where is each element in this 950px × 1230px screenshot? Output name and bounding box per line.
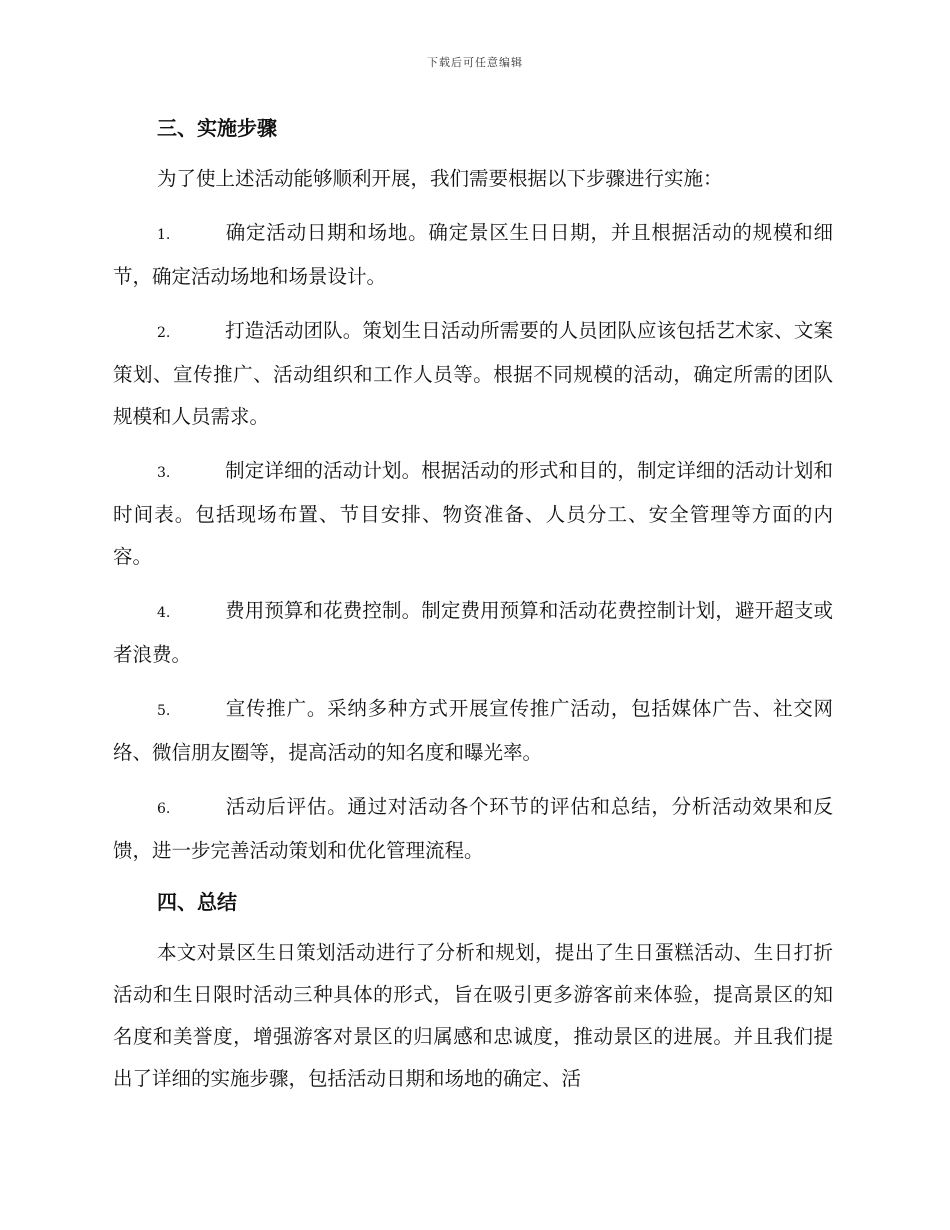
list-item-number: 3. [157,465,171,481]
page-header-note: 下载后可任意编辑 [427,56,523,69]
list-item [113,212,833,298]
list-item-number: 6. [157,801,171,817]
list-item-text: 活动后评估。通过对活动各个环节的评估和总结，分析活动效果和反馈，进一步完善活动策划和优化管理流程。 [113,795,833,862]
section-heading-implementation: 三、实施步骤 [157,116,277,140]
list-item [113,590,833,676]
list-item-number: 2. [157,325,171,341]
list-item [113,310,833,438]
list-item-number: 5. [157,703,171,719]
list-item-number: 1. [157,227,171,243]
document-body [113,110,833,1112]
section-heading-summary: 四、总结 [157,890,237,914]
list-item-text: 打造活动团队。策划生日活动所需要的人员团队应该包括艺术家、文案策划、宣传推广、活动组织和工作人员等。根据不同规模的活动，确定所需的团队规模和人员需求。 [113,319,833,428]
list-item [113,688,833,774]
section-intro-paragraph: 为了使上述活动能够顺利开展，我们需要根据以下步骤进行实施： [157,167,723,190]
list-item-text: 确定活动日期和场地。确定景区生日日期，并且根据活动的规模和细节，确定活动场地和场景设计。 [113,221,833,288]
list-item-text: 费用预算和花费控制。制定费用预算和活动花费控制计划，避开超支或者浪费。 [113,599,833,666]
list-item [113,786,833,872]
list-item-text: 制定详细的活动计划。根据活动的形式和目的，制定详细的活动计划和时间表。包括现场布置、节目安排、物资准备、人员分工、安全管理等方面的内容。 [113,459,833,568]
list-item-text: 宣传推广。采纳多种方式开展宣传推广活动，包括媒体广告、社交网络、微信朋友圈等，提高活动的知名度和曝光率。 [113,697,833,764]
list-item [113,450,833,578]
summary-paragraph: 本文对景区生日策划活动进行了分析和规划，提出了生日蛋糕活动、生日打折活动和生日限时活动三种具体的形式，旨在吸引更多游客前来体验，提高景区的知名度和美誉度，增强游客对景区的归属感和忠诚度，推动景区的进展。并且我们提出了详细的实施步骤，包括活动日期和场地的确定、活 [113,941,833,1090]
list-item-number: 4. [157,605,171,621]
